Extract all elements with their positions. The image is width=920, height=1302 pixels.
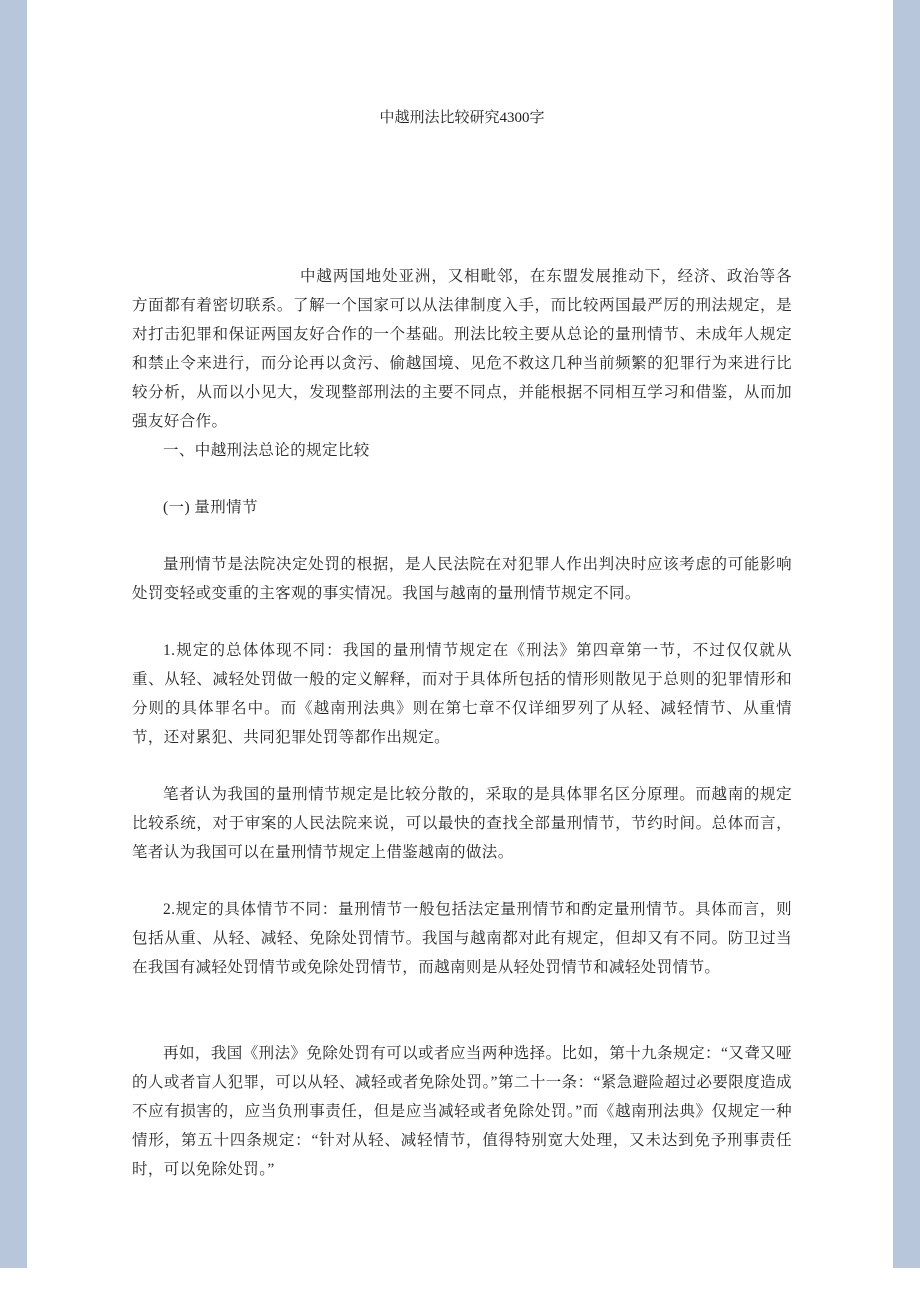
document-content bbox=[132, 0, 792, 1184]
paragraph: 2.规定的具体情节不同：量刑情节一般包括法定量刑情节和酌定量刑情节。具体而言，则包括从重、从轻、减轻、免除处罚情节。我国与越南都对此有规定，但却又有不同。防卫过当在我国有减轻处罚情节或免除处罚情节，而越南则是从轻处罚情节和减轻处罚情节。 bbox=[132, 901, 792, 976]
paragraph: 量刑情节是法院决定处罚的根据，是人民法院在对犯罪人作出判决时应该考虑的可能影响处罚变轻或变重的主客观的事实情况。我国与越南的量刑情节规定不同。 bbox=[132, 556, 792, 602]
section-heading: 一、中越刑法总论的规定比较 bbox=[163, 442, 370, 459]
subsection-heading: (一) 量刑情节 bbox=[163, 499, 258, 516]
paragraph: 再如，我国《刑法》免除处罚有可以或者应当两种选择。比如，第十九条规定：“又聋又哑的人或者盲人犯罪，可以从轻、减轻或者免除处罚。”第二十一条：“紧急避险超过必要限度造成不应有损害的，应当负刑事责任，但是应当减轻或者免除处罚。”而《越南刑法典》仅规定一种情形，第五十四条规定：“针对从轻、减轻情节，值得特别宽大处理，又未达到免予刑事责任时，可以免除处罚。” bbox=[132, 1045, 792, 1178]
left-page-edge bbox=[0, 0, 27, 1268]
paragraph-intro: 中越两国地处亚洲，又相毗邻，在东盟发展推动下，经济、政治等各方面都有着密切联系。了解一个国家可以从法律制度入手，而比较两国最严厉的刑法规定，是对打击犯罪和保证两国友好合作的一个基础。刑法比较主要从总论的量刑情节、未成年人规定和禁止令来进行，而分论再以贪污、偷越国境、见危不救这几种当前频繁的犯罪行为来进行比较分析，从而以小见大，发现整部刑法的主要不同点，并能根据不同相互学习和借鉴，从而加强友好合作。 bbox=[132, 268, 792, 430]
document-title: 中越刑法比较研究4300字 bbox=[379, 110, 545, 126]
paragraph: 笔者认为我国的量刑情节规定是比较分散的，采取的是具体罪名区分原理。而越南的规定比较系统，对于审案的人民法院来说，可以最快的查找全部量刑情节，节约时间。总体而言，笔者认为我国可以在量刑情节规定上借鉴越南的做法。 bbox=[132, 786, 792, 861]
right-page-edge bbox=[893, 0, 920, 1268]
paragraph: 1.规定的总体体现不同：我国的量刑情节规定在《刑法》第四章第一节，不过仅仅就从重、从轻、减轻处罚做一般的定义解释，而对于具体所包括的情形则散见于总则的犯罪情形和分则的具体罪名中。而《越南刑法典》则在第七章不仅详细罗列了从轻、减轻情节、从重情节，还对累犯、共同犯罪处罚等都作出规定。 bbox=[132, 642, 792, 746]
